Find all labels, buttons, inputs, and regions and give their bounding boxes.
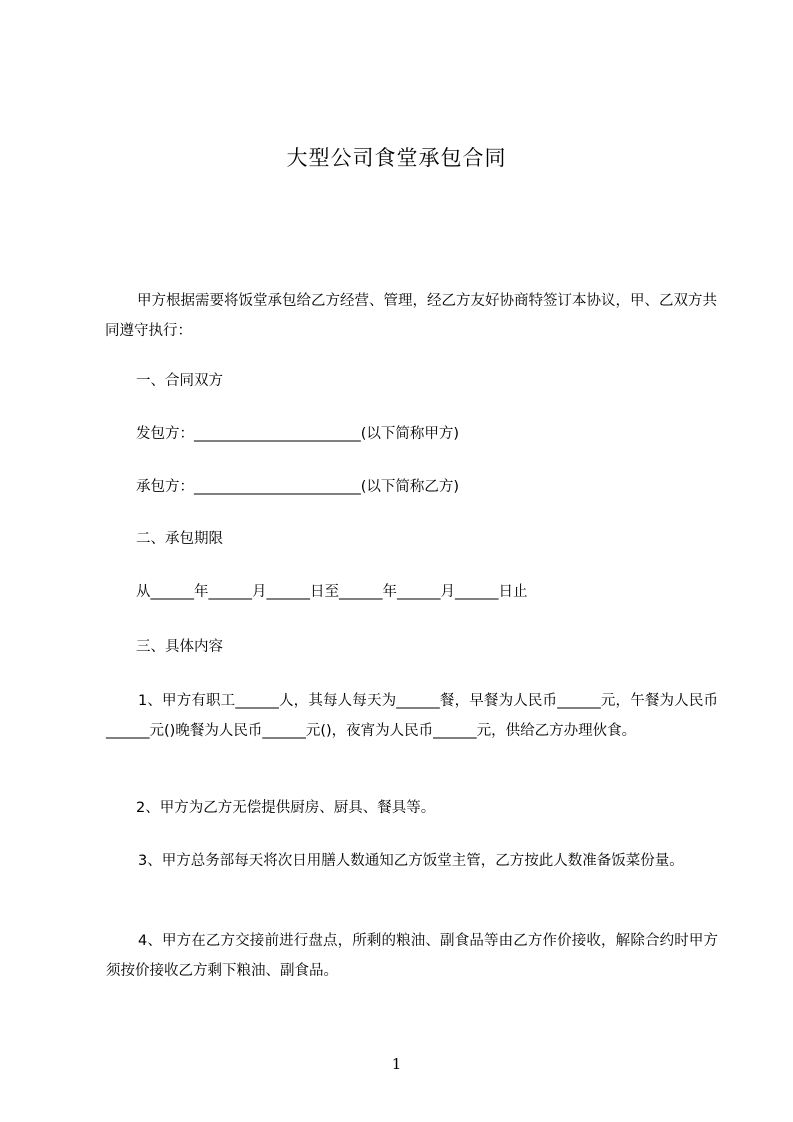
- party-b-line: 承包方：_______________________(以下简称乙方): [136, 479, 460, 495]
- content-item-1: 1、甲方有职工______人，其每人每天为______餐，早餐为人民币______元，午餐为人民币______元()晚餐为人民币______元()，夜宵为人民币______元，供给乙方办理伙食。: [106, 693, 718, 739]
- intro-paragraph: 甲方根据需要将饭堂承包给乙方经营、管理，经乙方友好协商特签订本协议，甲、乙双方共同遵守执行：: [105, 293, 717, 339]
- contract-period-line: 从______年______月______日至______年______月______日止: [136, 584, 528, 600]
- section-heading-content: 三、具体内容: [136, 639, 223, 655]
- content-item-3: 3、甲方总务部每天将次日用膳人数通知乙方饭堂主管，乙方按此人数准备饭菜份量。: [138, 853, 684, 869]
- section-heading-parties: 一、合同双方: [136, 373, 223, 389]
- party-a-line: 发包方：_______________________(以下简称甲方): [136, 426, 460, 442]
- content-item-2: 2、甲方为乙方无偿提供厨房、厨具、餐具等。: [136, 800, 436, 816]
- section-heading-term: 二、承包期限: [136, 531, 223, 547]
- page-number: 1: [391, 1055, 402, 1073]
- document-title: 大型公司食堂承包合同: [286, 146, 507, 170]
- content-item-4: 4、甲方在乙方交接前进行盘点，所剩的粮油、副食品等由乙方作价接收，解除合约时甲方须按价接收乙方剩下粮油、副食品。: [106, 933, 718, 979]
